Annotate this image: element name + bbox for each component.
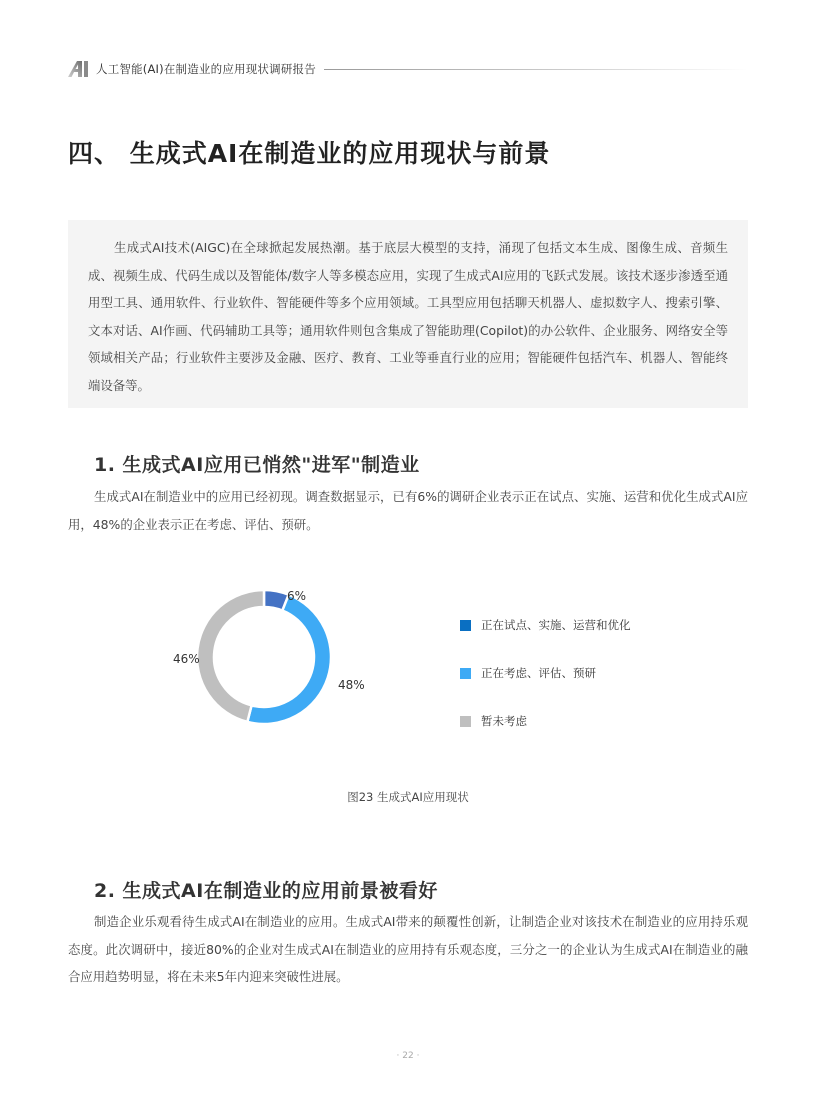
slice-label-1: 48% [338, 678, 365, 692]
legend-item-2 [460, 713, 527, 729]
legend-item-0 [460, 617, 631, 633]
ai-logo-icon [68, 61, 90, 77]
figure-caption: 图23 生成式AI应用现状 [347, 790, 469, 804]
legend-swatch-2 [460, 716, 471, 727]
header-divider [324, 69, 748, 70]
legend-label-0: 正在试点、实施、运营和优化 [481, 618, 631, 632]
slice-label-0: 6% [287, 589, 307, 603]
legend-swatch-0 [460, 620, 471, 631]
report-title: 人工智能(AI)在制造业的应用现状调研报告 [96, 62, 316, 76]
section-2-title: 2. 生成式AI在制造业的应用前景被看好 [94, 880, 438, 902]
legend-label-2: 暂未考虑 [481, 714, 527, 728]
donut-chart-svg [150, 575, 450, 765]
intro-box [68, 220, 748, 408]
intro-paragraph: 生成式AI技术(AIGC)在全球掀起发展热潮。基于底层大模型的支持，涌现了包括文本生成、图像生成、音频生成、视频生成、代码生成以及智能体/数字人等多模态应用，实现了生成式AI应用的飞跃式发展。该技术逐步渗透至通用型工具、通用软件、行业软件、智能硬件等多个应用领域。工具型应用包括聊天机器人、虚拟数字人、搜索引擎、文本对话、AI作画、代码辅助工具等；通用软件则包含集成了智能助理(Copilot)的办公软件、企业服务、网络安全等领域相关产品；行业软件主要涉及金融、医疗、教育、工业等垂直行业的应用；智能硬件包括汽车、机器人、智能终端设备等。 [88, 240, 728, 393]
section-2-paragraph: 制造企业乐观看待生成式AI在制造业的应用。生成式AI带来的颠覆性创新，让制造企业对该技术在制造业的应用持乐观态度。此次调研中，接近80%的企业对生成式AI在制造业的应用持有乐观态度，三分之一的企业认为生成式AI在制造业的融合应用趋势明显，将在未来5年内迎来突破性进展。 [68, 914, 748, 985]
donut-chart [150, 575, 670, 765]
donut-slice-2 [197, 590, 264, 722]
donut-slice-1 [247, 595, 331, 724]
slice-label-2: 46% [173, 652, 200, 666]
page-number: · 22 · [396, 1051, 420, 1061]
chapter-title: 四、 生成式AI在制造业的应用现状与前景 [68, 139, 551, 168]
legend-swatch-1 [460, 668, 471, 679]
section-1-title: 1. 生成式AI应用已悄然"进军"制造业 [94, 454, 420, 476]
section-1-paragraph: 生成式AI在制造业中的应用已经初现。调查数据显示，已有6%的调研企业表示正在试点、实施、运营和优化生成式AI应用，48%的企业表示正在考虑、评估、预研。 [68, 489, 748, 532]
page-header [68, 60, 748, 78]
legend-item-1 [460, 665, 596, 681]
legend-label-1: 正在考虑、评估、预研 [481, 666, 596, 680]
